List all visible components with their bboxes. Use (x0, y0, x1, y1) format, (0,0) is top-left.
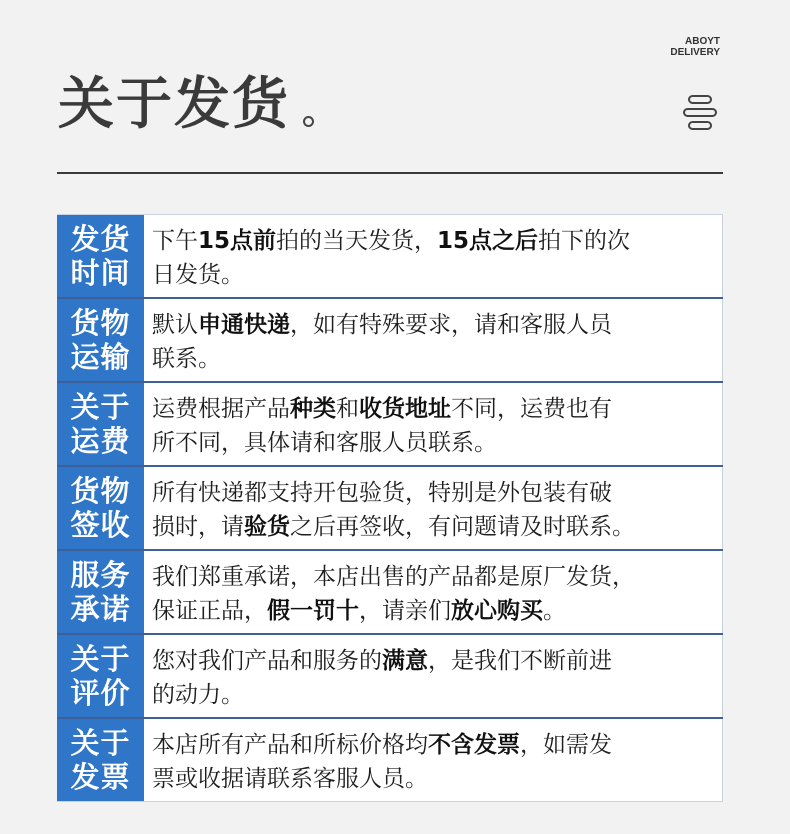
row-label-line: 发货 (70, 222, 131, 256)
content-text: ，如需发 (520, 732, 612, 758)
content-text: 损时，请 (152, 514, 244, 540)
content-text: 默认 (152, 312, 198, 338)
content-line (152, 258, 722, 292)
row-label (57, 467, 144, 549)
highlight-text: 收货地址 (359, 396, 451, 422)
row-label-line: 关于 (70, 642, 131, 676)
highlight-text: 15点前 (198, 228, 277, 254)
row-label-line: 货物 (70, 474, 131, 508)
info-row (57, 215, 723, 299)
highlight-text: 15点之后 (437, 228, 539, 254)
title-divider (57, 172, 723, 174)
row-content (144, 215, 723, 297)
content-line (152, 560, 722, 594)
row-label (57, 383, 144, 465)
highlight-text: 满意 (382, 648, 428, 674)
info-row (57, 635, 723, 719)
highlight-text: 不含发票 (428, 732, 520, 758)
page-title: 关于发货 (58, 72, 290, 137)
content-text: 和 (336, 396, 359, 422)
info-row (57, 551, 723, 635)
content-text: 不同，运费也有 (451, 396, 612, 422)
info-row (57, 467, 723, 551)
brand-tagline (640, 36, 720, 58)
content-text: 之后再签收，有问题请及时联系。 (290, 514, 635, 540)
row-label-line: 货物 (70, 306, 131, 340)
row-label-line: 运输 (70, 340, 131, 374)
info-row (57, 383, 723, 467)
circle-dot-icon (303, 116, 314, 127)
content-text: 拍的当天发货， (276, 228, 438, 254)
content-line (152, 224, 722, 258)
content-line (152, 476, 722, 510)
row-label (57, 551, 144, 633)
content-text: ，是我们不断前进 (428, 648, 612, 674)
content-text: 所有快递都支持开包验货，特别是外包装有破 (152, 480, 612, 506)
row-label (57, 719, 144, 801)
content-text: 。 (543, 598, 566, 624)
row-label-line: 运费 (70, 424, 131, 458)
row-label-line: 关于 (70, 726, 131, 760)
content-text: 保证正品， (152, 598, 267, 624)
content-text: 拍下的次 (538, 228, 631, 254)
content-line (152, 308, 722, 342)
content-line (152, 644, 722, 678)
content-line (152, 510, 722, 544)
row-label-line: 承诺 (70, 592, 131, 626)
row-label-line: 评价 (70, 676, 131, 710)
row-label (57, 299, 144, 381)
row-content (144, 635, 723, 717)
highlight-text: 申通快递 (198, 312, 290, 338)
content-line (152, 342, 722, 376)
content-line (152, 728, 722, 762)
brand-line-1: ABOYT (685, 36, 720, 47)
row-label-line: 服务 (70, 558, 131, 592)
content-text: 运费根据产品 (152, 396, 290, 422)
highlight-text: 种类 (290, 396, 336, 422)
info-row (57, 719, 723, 802)
hamburger-menu-icon (683, 95, 717, 131)
info-row (57, 299, 723, 383)
content-text: 本店所有产品和所标价格均 (152, 732, 428, 758)
content-text: 票或收据请联系客服人员。 (152, 766, 428, 792)
highlight-text: 假一罚十 (267, 598, 359, 624)
delivery-info-table (57, 214, 723, 802)
content-text: 我们郑重承诺，本店出售的产品都是原厂发货， (152, 564, 635, 590)
row-content (144, 383, 723, 465)
row-label (57, 215, 144, 297)
highlight-text: 验货 (244, 514, 290, 540)
content-text: 日发货。 (152, 262, 244, 288)
content-text: 下午 (152, 228, 198, 254)
row-content (144, 467, 723, 549)
content-text: ，如有特殊要求，请和客服人员 (290, 312, 612, 338)
row-label-line: 签收 (70, 508, 131, 542)
row-label-line: 发票 (70, 760, 131, 794)
row-label (57, 635, 144, 717)
row-content (144, 551, 723, 633)
content-text: 联系。 (152, 346, 221, 372)
content-line (152, 678, 722, 712)
highlight-text: 放心购买 (451, 598, 543, 624)
content-text: 您对我们产品和服务的 (152, 648, 382, 674)
content-line (152, 762, 722, 796)
content-text: 所不同，具体请和客服人员联系。 (152, 430, 497, 456)
row-label-line: 关于 (70, 390, 131, 424)
content-text: 的动力。 (152, 682, 244, 708)
row-content (144, 299, 723, 381)
row-content (144, 719, 723, 801)
row-label-line: 时间 (70, 256, 131, 290)
content-text: ，请亲们 (359, 598, 451, 624)
brand-line-2: DELIVERY (670, 47, 720, 58)
content-line (152, 426, 722, 460)
content-line (152, 392, 722, 426)
content-line (152, 594, 722, 628)
